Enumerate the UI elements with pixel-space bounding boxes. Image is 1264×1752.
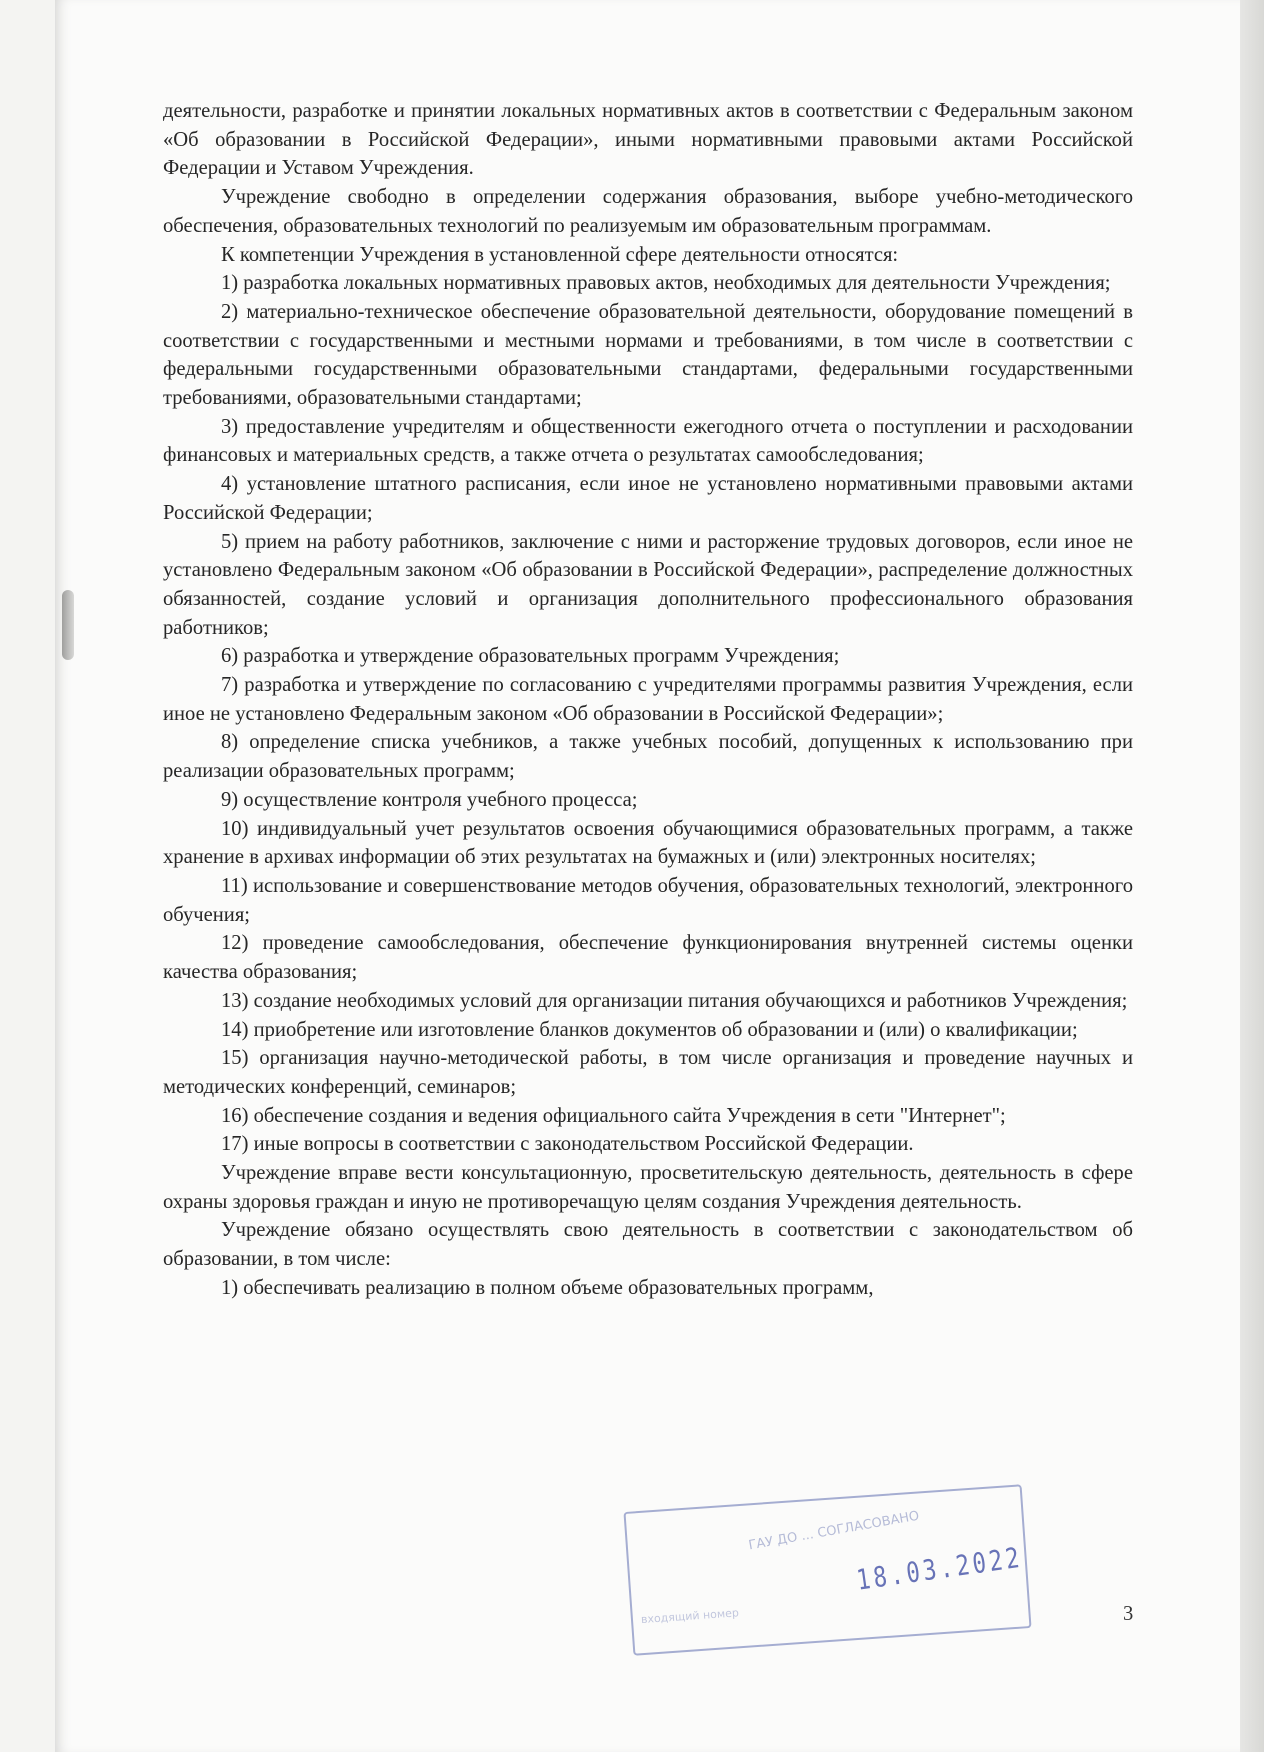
list-item-3: 3) предоставление учредителям и общественности ежегодного отчета о поступлении и расходовании финансовых и материальных средств, а также отчета о результатах самообследования; (163, 415, 1133, 467)
list-item-4: 4) установление штатного расписания, если иное не установлено нормативными правовыми актами Российской Федерации; (163, 473, 1133, 524)
list-item-1: 1) разработка локальных нормативных правовых актов, необходимых для деятельности Учреждения; (221, 272, 1111, 295)
registration-stamp (623, 1484, 1031, 1655)
paragraph-obligations-intro: Учреждение обязано осуществлять свою деятельность в соответствии с законодательством об образовании, в том числе: (163, 1219, 1133, 1271)
list-item-14: 14) приобретение или изготовление бланков документов об образовании и (или) о квалификации; (221, 1018, 1078, 1041)
list-item-17: 17) иные вопросы в соответствии с законодательством Российской Федерации. (221, 1133, 914, 1156)
obligation-item-1: 1) обеспечивать реализацию в полном объеме образовательных программ, (221, 1276, 874, 1299)
list-item-11: 11) использование и совершенствование методов обучения, образовательных технологий, электронного обучения; (163, 874, 1133, 926)
list-item-12: 12) проведение самообследования, обеспечение функционирования внутренней системы оценки качества образования; (163, 932, 1133, 984)
list-item-2: 2) материально-техническое обеспечение образовательной деятельности, оборудование помещений в соответствии с государственными и местными нормами и требованиями, в том числе в соответствии с федеральными государственными образовательными стандартами, федеральными государственными требованиями, образовательными стандартами; (163, 300, 1133, 410)
page-number: 3 (1123, 1603, 1134, 1625)
list-item-7: 7) разработка и утверждение по согласованию с учредителями программы развития Учреждения, если иное не установлено Федеральным законом «Об образовании в Российской Федерации»; (163, 674, 1133, 725)
paragraph-freedom: Учреждение свободно в определении содержания образования, выборе учебно-методического обеспечения, образовательных технологий по реализуемым им образовательным программам. (163, 186, 1133, 237)
document-body (163, 97, 1133, 1303)
scan-edge (1240, 0, 1264, 1752)
list-item-5: 5) прием на работу работников, заключение с ними и расторжение трудовых договоров, если иное не установлено Федеральным законом «Об образовании в Российской Федерации», распределение должностных обязанностей, создание условий и организация дополнительного профессионального образования работников; (163, 530, 1133, 639)
stamp-footer: входящий номер (640, 1606, 740, 1627)
list-item-16: 16) обеспечение создания и ведения официального сайта Учреждения в сети "Интернет"; (221, 1104, 1006, 1127)
list-item-8: 8) определение списка учебников, а также учебных пособий, допущенных к использованию при реализации образовательных программ; (163, 731, 1133, 783)
list-item-13: 13) создание необходимых условий для организации питания обучающихся и работников Учреждения; (221, 989, 1128, 1012)
list-item-15: 15) организация научно-методической работы, в том числе организация и проведение научных и методических конференций, семинаров; (163, 1047, 1133, 1098)
stamp-date: 18.03.2022 (854, 1540, 1025, 1597)
paragraph-rights: Учреждение вправе вести консультационную, просветительскую деятельность, деятельность в сфере охраны здоровья граждан и иную не противоречащую целям создания Учреждения деятельность. (163, 1162, 1133, 1213)
paragraph-competence-intro: К компетенции Учреждения в установленной сфере деятельности относятся: (221, 243, 899, 266)
paragraph-continuation: деятельности, разработке и принятии локальных нормативных актов в соответствии с Федеральным законом «Об образовании в Российской Федерации», иными нормативными правовыми актами Российской Федерации и Уставом Учреждения. (163, 100, 1133, 180)
binding-hole-mark (62, 590, 74, 660)
list-item-6: 6) разработка и утверждение образовательных программ Учреждения; (221, 645, 840, 668)
stamp-header: ГАУ ДО ... СОГЛАСОВАНО (747, 1508, 921, 1554)
list-item-9: 9) осуществление контроля учебного процесса; (221, 788, 638, 811)
list-item-10: 10) индивидуальный учет результатов освоения обучающимися образовательных программ, а также хранение в архивах информации об этих результатах на бумажных и (или) электронных носителях; (163, 817, 1133, 869)
